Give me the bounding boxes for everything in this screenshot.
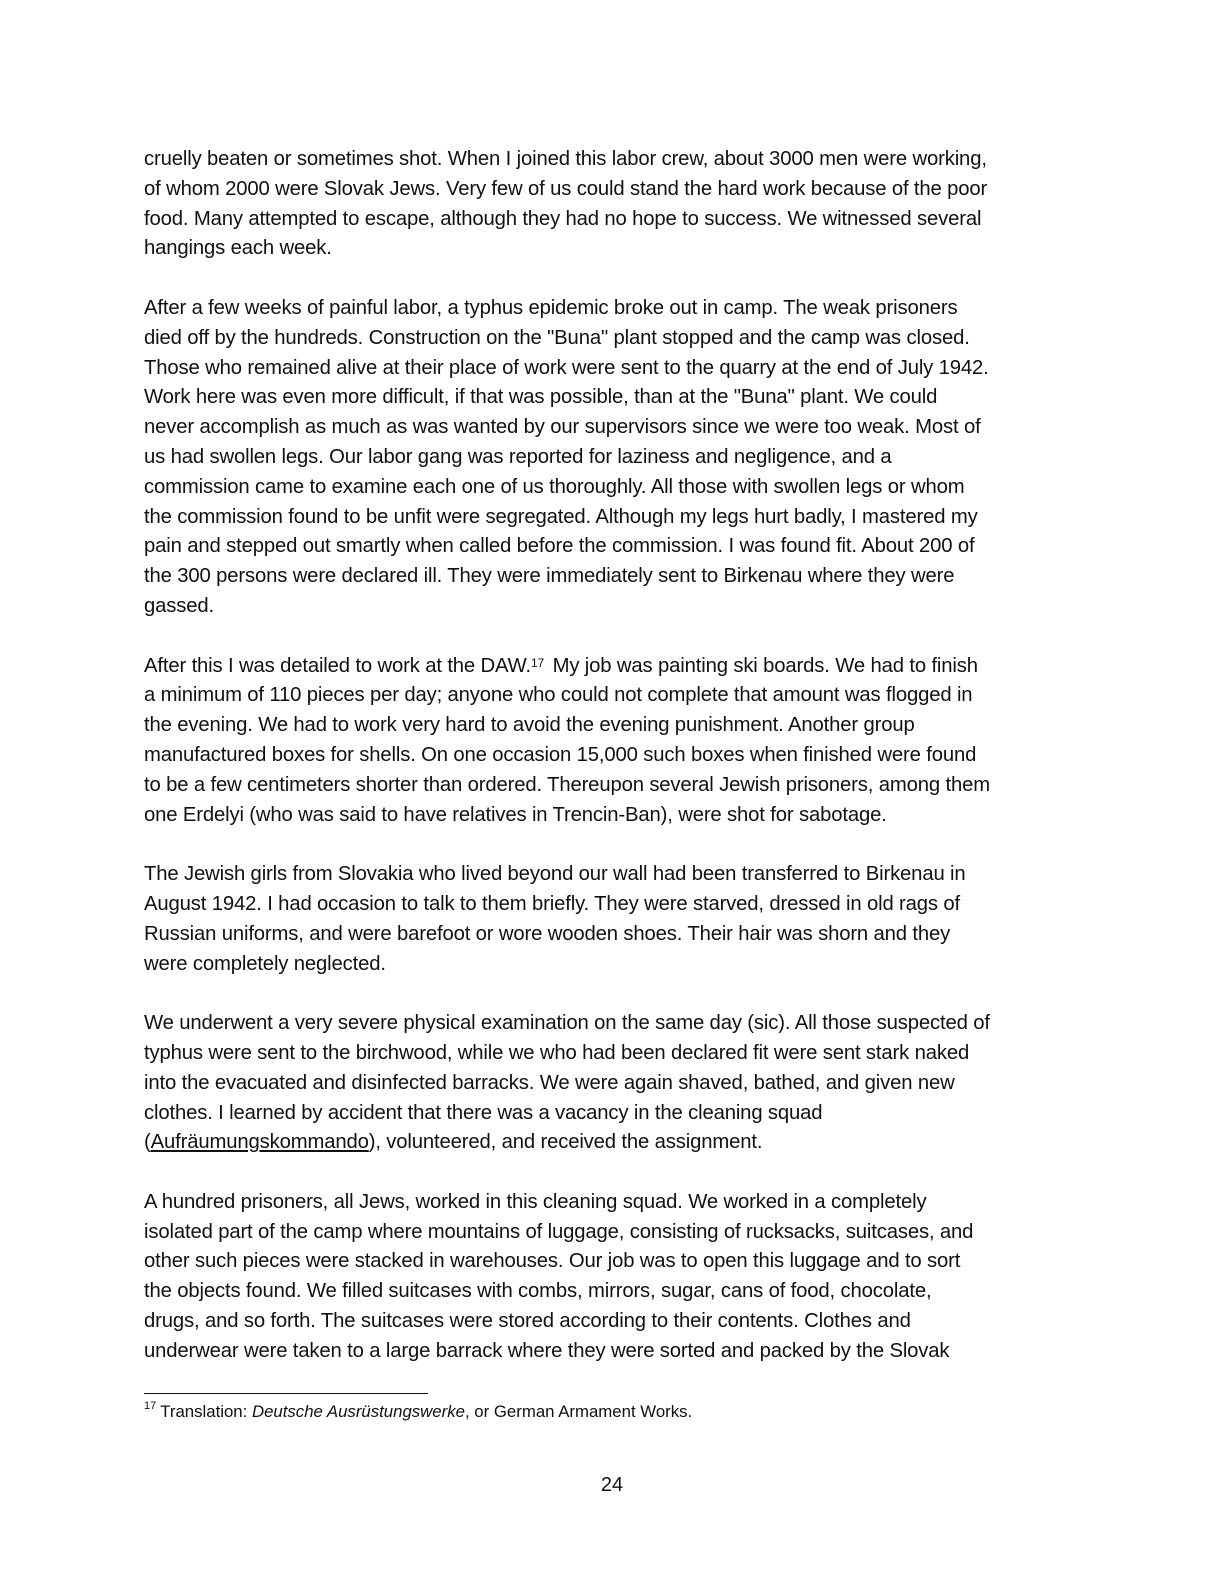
text-line: typhus were sent to the birchwood, while we who had been declared fit were sent stark naked	[144, 1041, 970, 1064]
text-line: drugs, and so forth. The suitcases were stored according to their contents. Clothes and	[144, 1310, 911, 1333]
footnote-italic-term: Deutsche Ausrüstungswerke	[251, 1402, 465, 1421]
text-line: We underwent a very severe physical examination on the same day (sic). All those suspected of	[144, 1012, 990, 1035]
text-line: hangings each week.	[144, 237, 332, 260]
text-line: The Jewish girls from Slovakia who lived beyond our wall had been transferred to Birkenau in	[144, 863, 966, 886]
text-line: food. Many attempted to escape, although they had no hope to success. We witnessed several	[144, 207, 982, 230]
text-line: a minimum of 110 pieces per day; anyone who could not complete that amount was flogged in	[144, 684, 973, 707]
text-line: the 300 persons were declared ill. They were immediately sent to Birkenau where they were	[144, 565, 955, 588]
footnote-text: Translation:	[160, 1402, 252, 1421]
text-line: pain and stepped out smartly when called before the commission. I was found fit. About 200 of	[144, 535, 975, 558]
text-segment: After this I was detailed to work at the DAW.	[144, 654, 532, 677]
text-line: one Erdelyi (who was said to have relatives in Trencin-Ban), were shot for sabotage.	[144, 803, 887, 826]
text-line: the objects found. We filled suitcases with combs, mirrors, sugar, cans of food, chocolate,	[144, 1280, 932, 1303]
paragraph	[144, 652, 1084, 831]
text-line: never accomplish as much as was wanted by our supervisors since we were too weak. Most of	[144, 416, 981, 439]
footnote	[144, 1402, 692, 1422]
footnote-text: , or German Armament Works.	[464, 1402, 693, 1421]
paragraph	[144, 1009, 1084, 1158]
page-number: 24	[600, 1474, 624, 1496]
paragraph	[144, 860, 1084, 979]
text-line: cruelly beaten or sometimes shot. When I joined this labor crew, about 3000 men were working,	[144, 148, 987, 170]
body-text	[144, 145, 1084, 1367]
text-line: died off by the hundreds. Construction on the "Buna" plant stopped and the camp was closed.	[144, 326, 970, 349]
text-line: gassed.	[144, 594, 214, 617]
text-line: Those who remained alive at their place of work were sent to the quarry at the end of July 1942.	[144, 356, 989, 379]
text-line: other such pieces were stacked in warehouses. Our job was to open this luggage and to sort	[144, 1250, 961, 1273]
text-line: Work here was even more difficult, if that was possible, than at the "Buna" plant. We could	[144, 386, 938, 409]
footnote-reference[interactable]: 17	[531, 655, 545, 670]
paragraph	[144, 1188, 1084, 1367]
underlined-term: Aufräumungskommando	[150, 1131, 369, 1154]
text-line: Russian uniforms, and were barefoot or wore wooden shoes. Their hair was shorn and they	[144, 922, 951, 945]
text-line: the commission found to be unfit were segregated. Although my legs hurt badly, I mastered my	[144, 505, 978, 528]
text-line	[144, 652, 1084, 682]
paragraph-gap	[144, 1158, 1084, 1188]
paragraph-gap	[144, 979, 1084, 1009]
text-line: manufactured boxes for shells. On one occasion 15,000 such boxes when finished were found	[144, 743, 977, 766]
text-line: clothes. I learned by accident that there was a vacancy in the cleaning squad	[144, 1101, 823, 1124]
paragraph-gap	[144, 622, 1084, 652]
paragraph-gap	[144, 830, 1084, 860]
footnote-number: 17	[144, 1400, 157, 1412]
text-segment: ), volunteered, and received the assignment.	[368, 1131, 763, 1154]
text-segment: (	[144, 1131, 151, 1154]
text-line: us had swollen legs. Our labor gang was reported for laziness and negligence, and a	[144, 445, 892, 468]
text-line: A hundred prisoners, all Jews, worked in this cleaning squad. We worked in a completely	[144, 1190, 927, 1213]
text-line: were completely neglected.	[144, 952, 386, 975]
text-line: isolated part of the camp where mountains of luggage, consisting of rucksacks, suitcases, and	[144, 1220, 974, 1243]
text-line: of whom 2000 were Slovak Jews. Very few of us could stand the hard work because of the poor	[144, 177, 988, 200]
text-line: After a few weeks of painful labor, a typhus epidemic broke out in camp. The weak prisoners	[144, 296, 958, 319]
paragraph-gap	[144, 264, 1084, 294]
text-line: to be a few centimeters shorter than ordered. Thereupon several Jewish prisoners, among them	[144, 773, 990, 796]
paragraph	[144, 145, 1084, 264]
text-line: into the evacuated and disinfected barracks. We were again shaved, bathed, and given new	[144, 1071, 955, 1094]
text-line: commission came to examine each one of us thoroughly. All those with swollen legs or whom	[144, 475, 965, 498]
paragraph	[144, 294, 1084, 622]
text-line: underwear were taken to a large barrack where they were sorted and packed by the Slovak	[144, 1339, 950, 1362]
text-segment: My job was painting ski boards. We had to finish	[547, 654, 978, 677]
text-line	[144, 1128, 1084, 1158]
text-line: the evening. We had to work very hard to avoid the evening punishment. Another group	[144, 714, 915, 737]
text-line: August 1942. I had occasion to talk to them briefly. They were starved, dressed in old rags of	[144, 892, 961, 915]
footnote-divider	[144, 1393, 428, 1394]
